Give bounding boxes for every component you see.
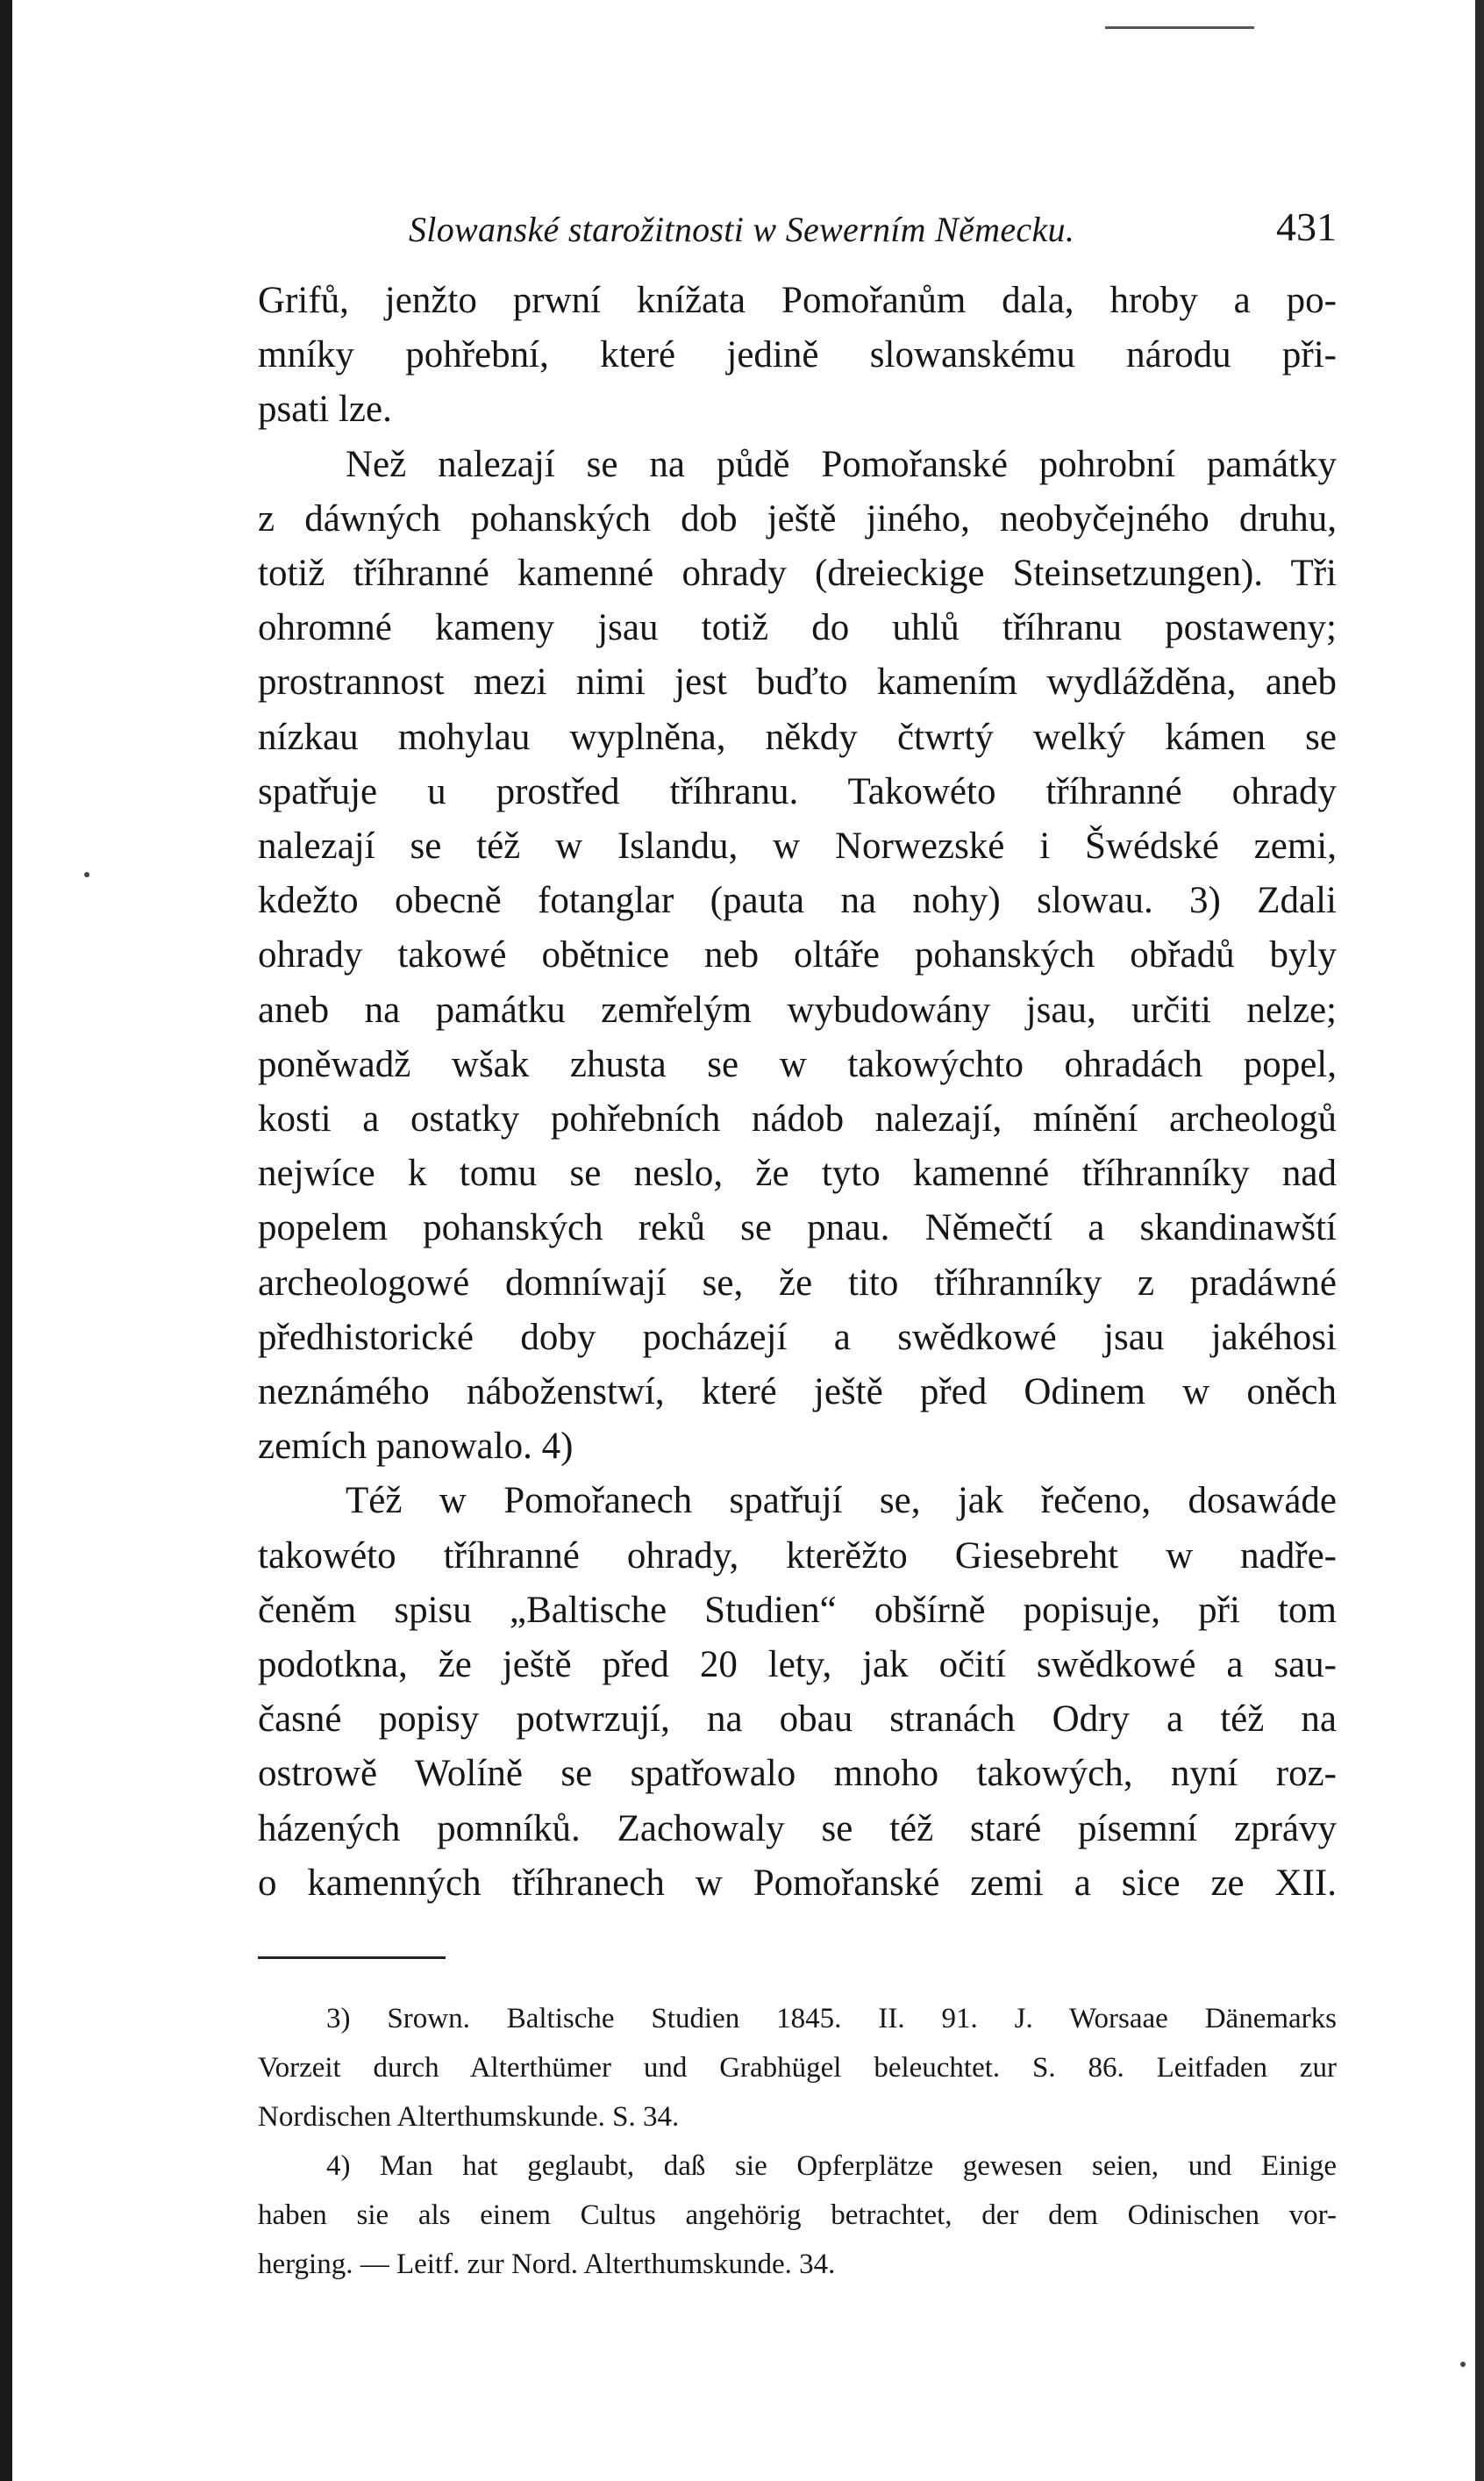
body-line: podotkna, že ještě před 20 lety, jak očití swědkowé a sau- — [258, 1644, 1337, 1686]
body-line: nejwíce k tomu se neslo, že tyto kamenné tříhranníky nad — [258, 1153, 1337, 1195]
body-line: čeněm spisu „Baltische Studien“ obšírně popisuje, při tom — [258, 1589, 1337, 1631]
footnote-divider — [258, 1956, 446, 1959]
body-text — [258, 274, 1337, 1911]
body-line: archeologowé domníwají se, že tito tříhranníky z pradáwné — [258, 1262, 1337, 1304]
body-line: neznámého náboženstwí, které ještě před Odinem w oněch — [258, 1371, 1337, 1413]
footnotes — [258, 1994, 1337, 2289]
body-line: ohromné kameny jsau totiž do uhlů tříhranu postaweny; — [258, 607, 1337, 649]
footnote-line: 4) Man hat geglaubt, daß sie Opferplätze gewesen seien, und Einige — [326, 2150, 1337, 2183]
body-line: prostrannost mezi nimi jest buďto kamením wydlážděna, aneb — [258, 661, 1337, 704]
body-line: takowéto tříhranné ohrady, kterěžto Giesebreht w nadře- — [258, 1534, 1337, 1577]
body-line: ohrady takowé obětnice neb oltáře pohanských obřadů byly — [258, 934, 1337, 976]
footnote-line: Nordischen Alterthumskunde. S. 34. — [258, 2101, 680, 2134]
scan-right-edge — [1475, 0, 1484, 2481]
body-line: poněwadž wšak zhusta se w takowýchto ohradách popel, — [258, 1043, 1337, 1085]
footnote-line: 3) Srown. Baltische Studien 1845. II. 91. J. Worsaae Dänemarks — [326, 2003, 1337, 2035]
body-line: totiž tříhranné kamenné ohrady (dreieckige Steinsetzungen). Tři — [258, 553, 1337, 595]
body-line: házených pomníků. Zachowaly se též staré písemní zprávy — [258, 1807, 1337, 1849]
running-title: Slowanské starožitnosti w Sewerním Německu. — [409, 210, 1075, 249]
footnote-line: haben sie als einem Cultus angehörig betrachtet, der dem Odinischen vor- — [258, 2199, 1337, 2232]
body-line: z dáwných pohanských dob ještě jiného, neobyčejného druhu, — [258, 497, 1337, 540]
body-line: psati lze. — [258, 389, 392, 431]
scan-left-edge — [0, 0, 12, 2481]
body-line: zemích panowalo. 4) — [258, 1426, 574, 1468]
body-line: spatřuje u prostřed tříhranu. Takowéto tříhranné ohrady — [258, 770, 1337, 812]
body-line: Než nalezají se na půdě Pomořanské pohrobní památky — [346, 443, 1337, 485]
body-line: mníky pohřební, které jedině slowanskému národu při- — [258, 334, 1337, 376]
running-head — [258, 200, 1337, 253]
scan-top-mark — [1105, 26, 1254, 29]
body-line: předhistorické doby pocházejí a swědkowé jsau jakéhosi — [258, 1316, 1337, 1358]
body-line: Též w Pomořanech spatřují se, jak řečeno, dosawáde — [346, 1480, 1337, 1522]
scan-speck — [1460, 2362, 1466, 2367]
scan-speck — [84, 872, 89, 877]
body-line: nízkau mohylau wyplněna, někdy čtwrtý welký kámen se — [258, 716, 1337, 758]
book-page — [258, 200, 1337, 2289]
body-line: kosti a ostatky pohřebních nádob nalezají, mínění archeologů — [258, 1098, 1337, 1140]
footnote-line: herging. — Leitf. zur Nord. Alterthumskunde. 34. — [258, 2249, 836, 2281]
body-line: Grifů, jenžto prwní knížata Pomořanům dala, hroby a po- — [258, 280, 1337, 321]
body-line: kdežto obecně fotanglar (pauta na nohy) slowau. 3) Zdali — [258, 880, 1337, 922]
body-line: nalezají se též w Islandu, w Norwezské i Šwédské zemi, — [258, 826, 1337, 868]
body-line: aneb na památku zemřelým wybudowány jsau, určiti nelze; — [258, 989, 1337, 1031]
page-number: 431 — [1276, 204, 1337, 249]
body-line: časné popisy potwrzují, na obau stranách Odry a též na — [258, 1698, 1337, 1741]
footnote-line: Vorzeit durch Alterthümer und Grabhügel beleuchtet. S. 86. Leitfaden zur — [258, 2052, 1337, 2084]
body-line: popelem pohanských reků se pnau. Němečtí a skandinawští — [258, 1207, 1337, 1249]
body-line: o kamenných tříhranech w Pomořanské zemi a sice ze XII. — [258, 1862, 1337, 1904]
body-line: ostrowě Wolíně se spatřowalo mnoho takowých, nyní roz- — [258, 1753, 1337, 1795]
